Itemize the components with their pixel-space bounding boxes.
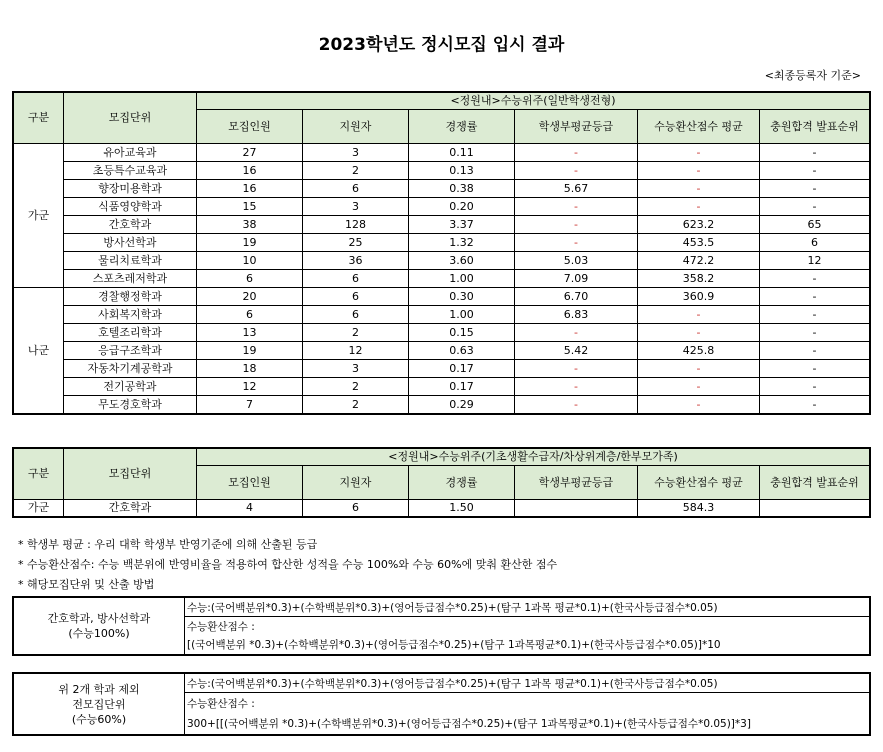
grade-cell: 5.67 bbox=[515, 180, 638, 198]
grade-cell: - bbox=[515, 324, 638, 342]
table-row bbox=[14, 306, 870, 324]
unit-cell: 식품영양학과 bbox=[64, 198, 197, 216]
quota-cell: 19 bbox=[197, 342, 303, 360]
applicants-cell: 6 bbox=[303, 500, 409, 517]
score-cell: 472.2 bbox=[638, 252, 760, 270]
score-cell: - bbox=[638, 198, 760, 216]
unit-cell: 전기공학과 bbox=[64, 378, 197, 396]
footnote: * 수능환산점수: 수능 백분위에 반영비율을 적용하여 합산한 성적을 수능 100%와 수능 60%에 맞춰 환산한 점수 bbox=[18, 558, 558, 571]
quota-cell: 10 bbox=[197, 252, 303, 270]
col-header-unit: 모집단위 bbox=[64, 449, 197, 500]
score-cell: 584.3 bbox=[638, 500, 760, 517]
formula-conversion bbox=[185, 617, 870, 655]
results-table-general bbox=[13, 92, 870, 414]
applicants-cell: 3 bbox=[303, 198, 409, 216]
col-header-applicants: 지원자 bbox=[303, 110, 409, 144]
quota-cell: 13 bbox=[197, 324, 303, 342]
unit-cell: 스포츠레저학과 bbox=[64, 270, 197, 288]
table-row bbox=[14, 342, 870, 360]
rank-cell: - bbox=[760, 270, 870, 288]
grade-cell: - bbox=[515, 360, 638, 378]
applicants-cell: 3 bbox=[303, 144, 409, 162]
score-cell: 358.2 bbox=[638, 270, 760, 288]
formula-line: 수능:(국어백분위*0.3)+(수학백분위*0.3)+(영어등급점수*0.25)+(탐구 1과목 평균*0.1)+(한국사등급점수*0.05) bbox=[185, 598, 870, 617]
table-row bbox=[14, 234, 870, 252]
basis-note: <최종등록자 기준> bbox=[764, 69, 861, 82]
rank-cell: - bbox=[760, 396, 870, 414]
col-header-ratio: 경쟁률 bbox=[409, 110, 515, 144]
rank-cell: - bbox=[760, 378, 870, 396]
rank-cell: 65 bbox=[760, 216, 870, 234]
col-header-rank: 충원합격 발표순위 bbox=[760, 466, 870, 500]
grade-cell: - bbox=[515, 198, 638, 216]
unit-cell: 향장미용학과 bbox=[64, 180, 197, 198]
ratio-cell: 0.38 bbox=[409, 180, 515, 198]
col-header-unit: 모집단위 bbox=[64, 93, 197, 144]
table-row bbox=[14, 198, 870, 216]
rank-cell: - bbox=[760, 306, 870, 324]
formula-conversion bbox=[185, 693, 870, 735]
category-cell: 나군 bbox=[14, 288, 64, 414]
score-cell: - bbox=[638, 360, 760, 378]
grade-cell bbox=[515, 500, 638, 517]
quota-cell: 19 bbox=[197, 234, 303, 252]
score-cell: - bbox=[638, 306, 760, 324]
grade-cell: 7.09 bbox=[515, 270, 638, 288]
group-header: <정원내>수능위주(일반학생전형) bbox=[197, 93, 870, 110]
applicants-cell: 25 bbox=[303, 234, 409, 252]
ratio-cell: 0.63 bbox=[409, 342, 515, 360]
formula-line: 수능:(국어백분위*0.3)+(수학백분위*0.3)+(영어등급점수*0.25)+(탐구 1과목 평균*0.1)+(한국사등급점수*0.05) bbox=[185, 674, 870, 693]
footnote: * 해당모집단위 및 산출 방법 bbox=[18, 578, 155, 591]
unit-cell: 물리치료학과 bbox=[64, 252, 197, 270]
col-header-quota: 모집인원 bbox=[197, 466, 303, 500]
rank-cell: 6 bbox=[760, 234, 870, 252]
unit-cell: 사회복지학과 bbox=[64, 306, 197, 324]
score-cell: - bbox=[638, 180, 760, 198]
table-row bbox=[14, 180, 870, 198]
table-row bbox=[14, 144, 870, 162]
ratio-cell: 0.11 bbox=[409, 144, 515, 162]
rank-cell: - bbox=[760, 360, 870, 378]
category-cell: 가군 bbox=[14, 144, 64, 288]
rank-cell: - bbox=[760, 198, 870, 216]
applicants-cell: 2 bbox=[303, 162, 409, 180]
ratio-cell: 3.37 bbox=[409, 216, 515, 234]
formula-line: 수능환산점수 : bbox=[187, 697, 255, 710]
grade-cell: - bbox=[515, 216, 638, 234]
applicants-cell: 2 bbox=[303, 378, 409, 396]
col-header-grade: 학생부평균등급 bbox=[515, 110, 638, 144]
grade-cell: - bbox=[515, 396, 638, 414]
category-cell: 가군 bbox=[14, 500, 64, 517]
quota-cell: 16 bbox=[197, 162, 303, 180]
table-row bbox=[14, 396, 870, 414]
grade-cell: 6.83 bbox=[515, 306, 638, 324]
col-header-quota: 모집인원 bbox=[197, 110, 303, 144]
unit-cell: 방사선학과 bbox=[64, 234, 197, 252]
applicants-cell: 128 bbox=[303, 216, 409, 234]
formula-box-100 bbox=[13, 597, 870, 655]
col-header-score: 수능환산점수 평균 bbox=[638, 466, 760, 500]
rank-cell: - bbox=[760, 342, 870, 360]
score-cell: 360.9 bbox=[638, 288, 760, 306]
unit-cell: 초등특수교육과 bbox=[64, 162, 197, 180]
quota-cell: 27 bbox=[197, 144, 303, 162]
table-row bbox=[14, 270, 870, 288]
page-title: 2023학년도 정시모집 입시 결과 bbox=[318, 35, 565, 55]
ratio-cell: 0.20 bbox=[409, 198, 515, 216]
col-header-category: 구분 bbox=[14, 93, 64, 144]
table-row bbox=[14, 162, 870, 180]
quota-cell: 12 bbox=[197, 378, 303, 396]
formula-label: 간호학과, 방사선학과 (수능100%) bbox=[14, 598, 185, 655]
score-cell: - bbox=[638, 144, 760, 162]
quota-cell: 20 bbox=[197, 288, 303, 306]
grade-cell: 6.70 bbox=[515, 288, 638, 306]
unit-cell: 경찰행정학과 bbox=[64, 288, 197, 306]
formula-line: 300+[[(국어백분위 *0.3)+(수학백분위*0.3)+(영어등급점수*0.25)+(탐구 1과목평균*0.1)+(한국사등급점수*0.05)]*3] bbox=[187, 717, 751, 730]
quota-cell: 4 bbox=[197, 500, 303, 517]
ratio-cell: 0.17 bbox=[409, 378, 515, 396]
score-cell: 623.2 bbox=[638, 216, 760, 234]
quota-cell: 6 bbox=[197, 270, 303, 288]
ratio-cell: 1.50 bbox=[409, 500, 515, 517]
table-row bbox=[14, 288, 870, 306]
score-cell: - bbox=[638, 396, 760, 414]
formula-label: 위 2개 학과 제외 전모집단위 (수능60%) bbox=[14, 674, 185, 735]
quota-cell: 7 bbox=[197, 396, 303, 414]
unit-cell: 간호학과 bbox=[64, 500, 197, 517]
grade-cell: 5.03 bbox=[515, 252, 638, 270]
ratio-cell: 0.29 bbox=[409, 396, 515, 414]
rank-cell: - bbox=[760, 324, 870, 342]
applicants-cell: 2 bbox=[303, 324, 409, 342]
grade-cell: - bbox=[515, 144, 638, 162]
formula-box-60 bbox=[13, 673, 870, 735]
formula-line: 수능환산점수 : bbox=[187, 620, 255, 633]
grade-cell: - bbox=[515, 162, 638, 180]
ratio-cell: 3.60 bbox=[409, 252, 515, 270]
table-row bbox=[14, 378, 870, 396]
col-header-score: 수능환산점수 평균 bbox=[638, 110, 760, 144]
ratio-cell: 0.30 bbox=[409, 288, 515, 306]
col-header-grade: 학생부평균등급 bbox=[515, 466, 638, 500]
group-header: <정원내>수능위주(기초생활수급자/차상위계층/한부모가족) bbox=[197, 449, 870, 466]
ratio-cell: 0.15 bbox=[409, 324, 515, 342]
unit-cell: 무도경호학과 bbox=[64, 396, 197, 414]
unit-cell: 자동차기계공학과 bbox=[64, 360, 197, 378]
rank-cell: - bbox=[760, 144, 870, 162]
applicants-cell: 36 bbox=[303, 252, 409, 270]
grade-cell: - bbox=[515, 234, 638, 252]
table-row bbox=[14, 216, 870, 234]
results-table-basic-living bbox=[13, 448, 870, 517]
applicants-cell: 6 bbox=[303, 288, 409, 306]
table-row bbox=[14, 500, 870, 517]
score-cell: - bbox=[638, 324, 760, 342]
rank-cell: 12 bbox=[760, 252, 870, 270]
col-header-rank: 충원합격 발표순위 bbox=[760, 110, 870, 144]
quota-cell: 16 bbox=[197, 180, 303, 198]
score-cell: 425.8 bbox=[638, 342, 760, 360]
ratio-cell: 1.32 bbox=[409, 234, 515, 252]
quota-cell: 6 bbox=[197, 306, 303, 324]
ratio-cell: 0.17 bbox=[409, 360, 515, 378]
rank-cell: - bbox=[760, 288, 870, 306]
ratio-cell: 0.13 bbox=[409, 162, 515, 180]
rank-cell: - bbox=[760, 180, 870, 198]
applicants-cell: 3 bbox=[303, 360, 409, 378]
col-header-category: 구분 bbox=[14, 449, 64, 500]
applicants-cell: 6 bbox=[303, 270, 409, 288]
ratio-cell: 1.00 bbox=[409, 270, 515, 288]
grade-cell: - bbox=[515, 378, 638, 396]
quota-cell: 38 bbox=[197, 216, 303, 234]
unit-cell: 간호학과 bbox=[64, 216, 197, 234]
col-header-applicants: 지원자 bbox=[303, 466, 409, 500]
applicants-cell: 2 bbox=[303, 396, 409, 414]
table-row bbox=[14, 324, 870, 342]
formula-line: [(국어백분위 *0.3)+(수학백분위*0.3)+(영어등급점수*0.25)+(탐구 1과목평균*0.1)+(한국사등급점수*0.05)]*10 bbox=[187, 638, 721, 651]
ratio-cell: 1.00 bbox=[409, 306, 515, 324]
unit-cell: 호텔조리학과 bbox=[64, 324, 197, 342]
score-cell: - bbox=[638, 378, 760, 396]
footnote: * 학생부 평균 : 우리 대학 학생부 반영기준에 의해 산출된 등급 bbox=[18, 538, 318, 551]
score-cell: - bbox=[638, 162, 760, 180]
grade-cell: 5.42 bbox=[515, 342, 638, 360]
rank-cell: - bbox=[760, 162, 870, 180]
table-row bbox=[14, 252, 870, 270]
score-cell: 453.5 bbox=[638, 234, 760, 252]
col-header-ratio: 경쟁률 bbox=[409, 466, 515, 500]
rank-cell bbox=[760, 500, 870, 517]
table-row bbox=[14, 360, 870, 378]
applicants-cell: 6 bbox=[303, 180, 409, 198]
unit-cell: 유아교육과 bbox=[64, 144, 197, 162]
applicants-cell: 6 bbox=[303, 306, 409, 324]
quota-cell: 18 bbox=[197, 360, 303, 378]
applicants-cell: 12 bbox=[303, 342, 409, 360]
quota-cell: 15 bbox=[197, 198, 303, 216]
unit-cell: 응급구조학과 bbox=[64, 342, 197, 360]
footnotes bbox=[18, 535, 557, 595]
